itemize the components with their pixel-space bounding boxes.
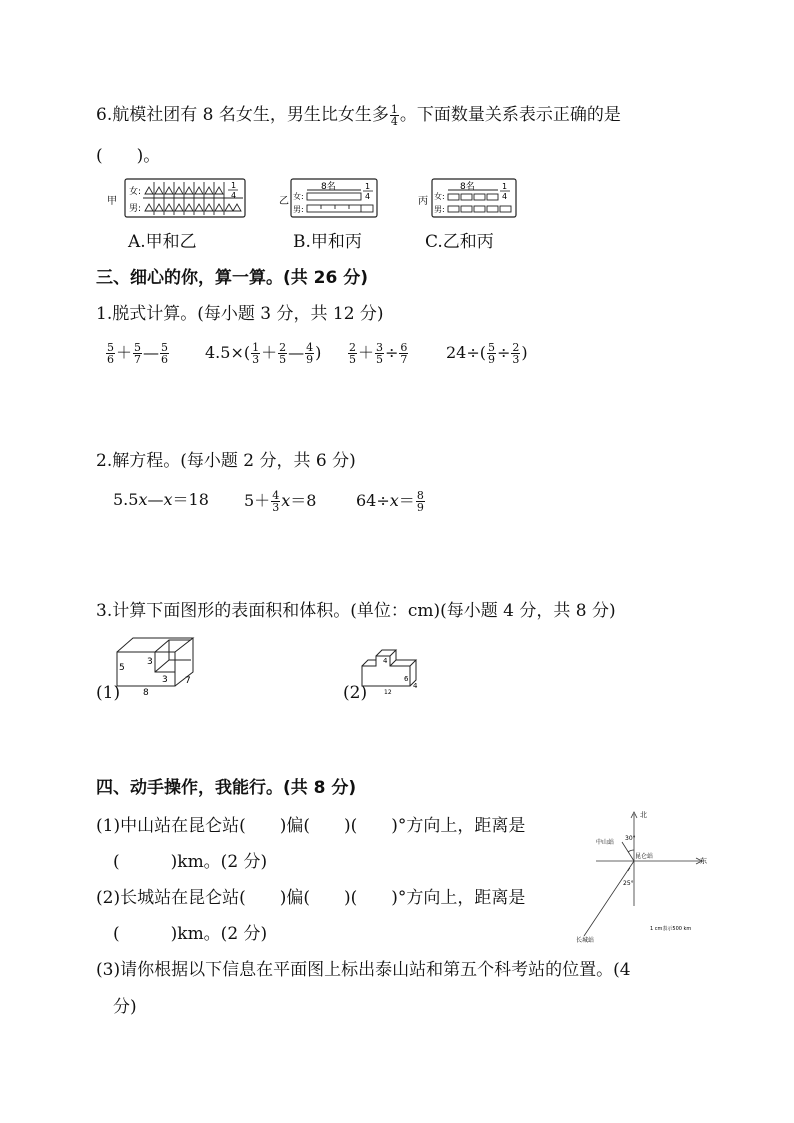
- option-b: B.甲和丙: [293, 232, 362, 252]
- fig-jia-female: 女:: [129, 187, 142, 197]
- q6-line1: [96, 104, 621, 127]
- fig2-side: 6: [404, 675, 409, 683]
- option-c: C.乙和丙: [425, 232, 494, 252]
- q6-text-b: 。下面数量关系表示正确的是: [399, 105, 621, 125]
- sec3-q1-title: 1.脱式计算。(每小题 3 分，共 12 分): [96, 304, 384, 324]
- sec4-q3-line2: 分): [113, 997, 137, 1017]
- map-changcheng: 长城站: [576, 937, 595, 944]
- sec3-q3-title: 3.计算下面图形的表面积和体积。(单位：cm)(每小题 4 分，共 8 分): [96, 601, 616, 621]
- figure-bing: [418, 176, 518, 220]
- fig1-inner-height: 3: [147, 657, 153, 667]
- expr-3: $\frac{2}{5}$ ＋ $\frac{3}{5}$ ÷ $\frac{6}{7}$: [349, 341, 408, 366]
- fig-bing-female: 女:: [434, 192, 445, 201]
- section3-title: 三、细心的你，算一算。(共 26 分): [96, 268, 369, 288]
- expr-4: 24÷( $\frac{5}{9}$ ÷ $\frac{2}{3}$ ): [446, 341, 528, 366]
- station-map: [566, 808, 712, 944]
- sec4-q3-line1: (3)请你根据以下信息在平面图上标出泰山站和第五个科考站的位置。(4: [96, 960, 631, 980]
- fig-bing-label: 丙: [418, 196, 428, 207]
- fig-yi-male: 男:: [293, 205, 304, 214]
- fig1-height: 5: [119, 663, 125, 673]
- map-angle-25: 25°: [623, 880, 634, 887]
- fig-bing-frac-den: 4: [502, 192, 508, 201]
- map-angle-30: 30°: [625, 835, 636, 842]
- fig-jia-label: 甲: [107, 196, 117, 207]
- fig-yi-female: 女:: [293, 192, 304, 201]
- map-kunlun: 昆仑站: [635, 853, 654, 860]
- fig-yi-frac-den: 4: [365, 192, 371, 201]
- expr-1: $\frac{5}{6}$ ＋ $\frac{5}{7}$ — $\frac{5}{6}$: [107, 341, 169, 366]
- fig-bing-frac-num: 1: [502, 182, 508, 191]
- fig-yi-top: 8名: [321, 182, 336, 192]
- fig-yi-frac-num: 1: [365, 182, 371, 191]
- equation-2: 5＋ $\frac{4}{3}$ x＝8: [244, 489, 317, 514]
- map-east: 东: [700, 857, 707, 865]
- solid-figure-2: [360, 640, 422, 696]
- fig1-length: 8: [143, 688, 149, 696]
- sec3-q2-title: 2.解方程。(每小题 2 分，共 6 分): [96, 451, 356, 471]
- fig1-inner-width: 3: [162, 675, 168, 685]
- fig1-label: (1): [96, 683, 121, 703]
- fig-bing-male: 男:: [434, 205, 445, 214]
- fig-yi-label: 乙: [279, 196, 289, 207]
- sec4-q2-line1: (2)长城站在昆仑站( )偏( )( )°方向上，距离是: [96, 888, 526, 908]
- figure-jia: [107, 176, 247, 220]
- map-zhongshan: 中山站: [596, 839, 615, 846]
- section4-title: 四、动手操作，我能行。(共 8 分): [96, 778, 357, 798]
- sec4-q1-line2: ( )km。(2 分): [113, 852, 268, 872]
- fig2-label: (2): [343, 683, 368, 703]
- q6-line2: ( )。: [96, 146, 161, 166]
- equation-1: 5.5x—x＝18: [113, 490, 209, 509]
- fig-bing-top: 8名: [460, 182, 475, 192]
- fig2-depth: 4: [413, 682, 418, 690]
- fig2-top: 4: [383, 657, 388, 665]
- fig-jia-male: 男:: [129, 204, 142, 214]
- solid-figure-1: [113, 634, 203, 696]
- fig-jia-frac-num: 1: [231, 181, 237, 190]
- map-north: 北: [640, 811, 647, 819]
- map-scale: 1 cm表示500 km: [650, 926, 692, 932]
- sec4-q1-line1: (1)中山站在昆仑站( )偏( )( )°方向上，距离是: [96, 816, 526, 836]
- sec4-q2-line2: ( )km。(2 分): [113, 924, 268, 944]
- fig-jia-frac-den: 4: [231, 191, 237, 200]
- fig2-length: 12: [384, 689, 392, 696]
- figure-yi: [279, 176, 379, 220]
- option-a: A.甲和乙: [128, 232, 197, 252]
- expr-2: 4.5×( $\frac{1}{3}$ ＋ $\frac{2}{5}$ — $\frac{4}{9}$ ): [205, 341, 322, 366]
- equation-3: 64÷x＝ $\frac{8}{9}$: [356, 489, 424, 514]
- q6-text-a: 6.航模社团有 8 名女生，男生比女生多: [96, 105, 389, 125]
- q6-fraction: $\frac{1}{4}$: [390, 103, 398, 128]
- fig1-depth: 7: [185, 676, 191, 686]
